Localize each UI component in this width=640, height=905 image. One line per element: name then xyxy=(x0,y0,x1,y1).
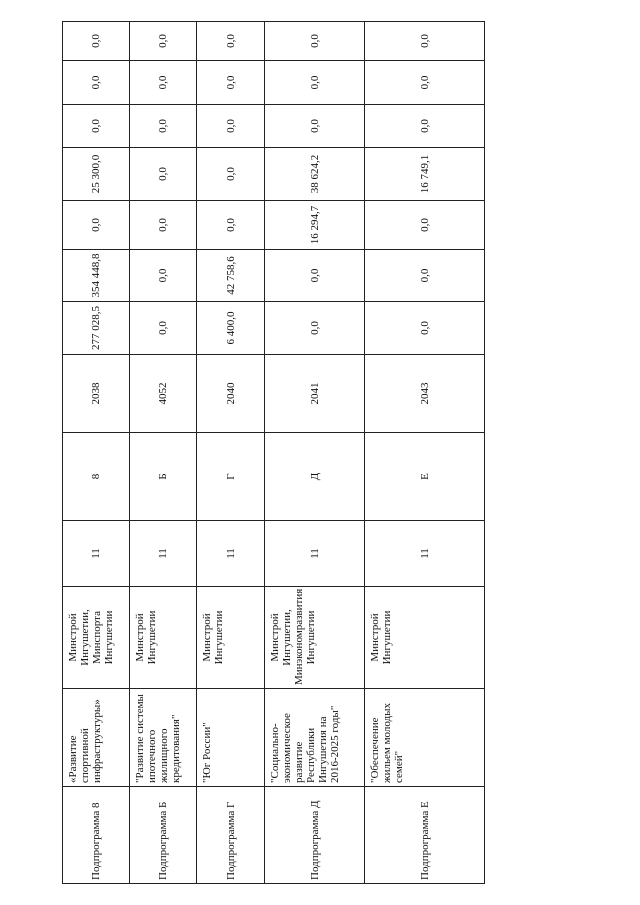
executor-cell: Минстрой Ингушетии xyxy=(365,587,485,689)
name-cell: "Социально-экономическое развитие Республики Ингушетия на 2016-2025 годы" xyxy=(265,689,365,787)
value-cell: 0,0 xyxy=(63,201,130,250)
table-row xyxy=(197,22,265,884)
value-cell: 0,0 xyxy=(365,61,485,105)
value-cell: 0,0 xyxy=(265,302,365,355)
program-cell: Подпрограмма Д xyxy=(265,787,365,884)
program-cell: Подпрограмма 8 xyxy=(63,787,130,884)
value-cell: 0,0 xyxy=(197,61,265,105)
value-cell: 0,0 xyxy=(130,148,197,201)
code-cell: 11 xyxy=(265,521,365,587)
value-cell: 0,0 xyxy=(63,22,130,61)
table-row xyxy=(365,22,485,884)
table-body xyxy=(63,22,485,884)
value-cell: 16 749,1 xyxy=(365,148,485,201)
value-cell: 0,0 xyxy=(130,61,197,105)
value-cell: 25 300,0 xyxy=(63,148,130,201)
code-cell: 11 xyxy=(130,521,197,587)
program-cell: Подпрограмма Б xyxy=(130,787,197,884)
value-cell: 277 028,5 xyxy=(63,302,130,355)
code-cell: Г xyxy=(197,433,265,521)
code-cell: 4052 xyxy=(130,355,197,433)
code-cell: 11 xyxy=(365,521,485,587)
executor-cell: Минстрой Ингушетии xyxy=(197,587,265,689)
value-cell: 0,0 xyxy=(265,105,365,148)
value-cell: 0,0 xyxy=(197,148,265,201)
value-cell: 0,0 xyxy=(130,105,197,148)
code-cell: 2038 xyxy=(63,355,130,433)
value-cell: 38 624,2 xyxy=(265,148,365,201)
executor-cell: Минстрой Ингушетии, Минспорта Ингушетии xyxy=(63,587,130,689)
rotated-page xyxy=(62,22,484,884)
table-row xyxy=(63,22,130,884)
program-cell: Подпрограмма Е xyxy=(365,787,485,884)
code-cell: 11 xyxy=(197,521,265,587)
value-cell: 0,0 xyxy=(197,201,265,250)
code-cell: 11 xyxy=(63,521,130,587)
value-cell: 0,0 xyxy=(265,61,365,105)
executor-cell: Минстрой Ингушетии xyxy=(130,587,197,689)
value-cell: 0,0 xyxy=(365,201,485,250)
value-cell: 0,0 xyxy=(130,250,197,302)
value-cell: 0,0 xyxy=(130,22,197,61)
code-cell: 2043 xyxy=(365,355,485,433)
value-cell: 0,0 xyxy=(130,302,197,355)
value-cell: 354 448,8 xyxy=(63,250,130,302)
name-cell: "Развитие системы ипотечного жилищного кредитования" xyxy=(130,689,197,787)
table-row xyxy=(265,22,365,884)
code-cell: 2041 xyxy=(265,355,365,433)
name-cell: "Юг России" xyxy=(197,689,265,787)
value-cell: 0,0 xyxy=(365,22,485,61)
code-cell: 8 xyxy=(63,433,130,521)
table-row xyxy=(130,22,197,884)
name-cell: "Обеспечение жильем молодых семей" xyxy=(365,689,485,787)
value-cell: 0,0 xyxy=(197,22,265,61)
value-cell: 0,0 xyxy=(130,201,197,250)
code-cell: Д xyxy=(265,433,365,521)
value-cell: 0,0 xyxy=(365,105,485,148)
value-cell: 0,0 xyxy=(265,22,365,61)
value-cell: 0,0 xyxy=(365,250,485,302)
value-cell: 0,0 xyxy=(265,250,365,302)
code-cell: Е xyxy=(365,433,485,521)
value-cell: 0,0 xyxy=(63,61,130,105)
code-cell: Б xyxy=(130,433,197,521)
code-cell: 2040 xyxy=(197,355,265,433)
value-cell: 0,0 xyxy=(365,302,485,355)
program-cell: Подпрограмма Г xyxy=(197,787,265,884)
value-cell: 0,0 xyxy=(197,105,265,148)
name-cell: «Развитие спортивной инфраструктуры» xyxy=(63,689,130,787)
program-funding-table xyxy=(62,21,485,884)
value-cell: 16 294,7 xyxy=(265,201,365,250)
value-cell: 42 758,6 xyxy=(197,250,265,302)
executor-cell: Минстрой Ингушетии, Минэкономразвития Ингушетии xyxy=(265,587,365,689)
value-cell: 0,0 xyxy=(63,105,130,148)
value-cell: 6 400,0 xyxy=(197,302,265,355)
